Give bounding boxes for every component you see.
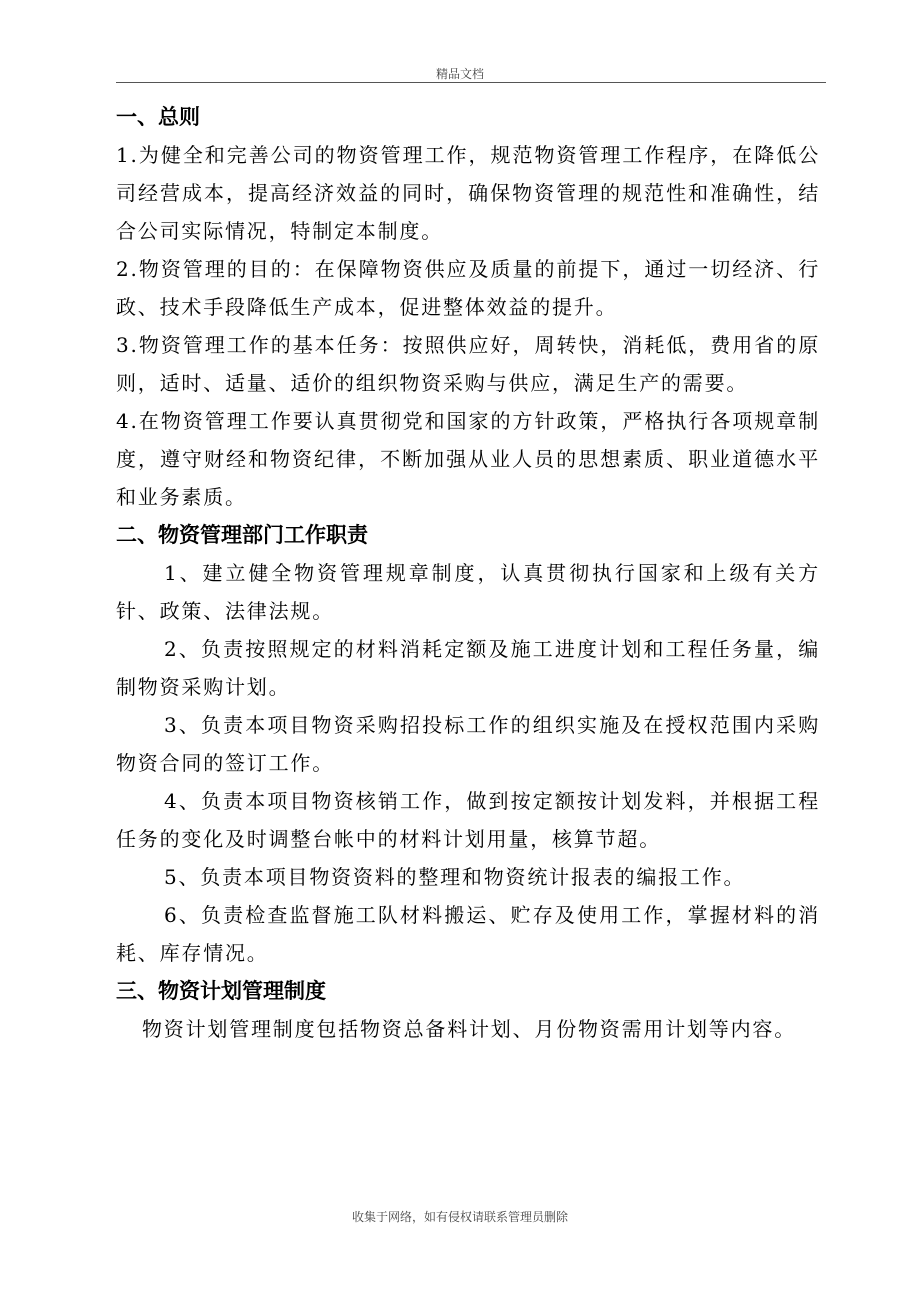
paragraph-general-3: 3.物资管理工作的基本任务：按照供应好，周转快，消耗低，费用省的原则，适时、适量、适价的组织物资采购与供应，满足生产的需要。 xyxy=(116,333,820,395)
paragraph-general-2: 2.物资管理的目的：在保障物资供应及质量的前提下，通过一切经济、行政、技术手段降低生产成本，促进整体效益的提升。 xyxy=(116,257,820,319)
header-label: 精品文档 xyxy=(435,67,484,81)
section-heading-planning: 三、物资计划管理制度 xyxy=(116,978,326,1003)
paragraph-duty-6: 6、负责检查监督施工队材料搬运、贮存及使用工作，掌握材料的消耗、库存情况。 xyxy=(116,903,820,965)
paragraph-duty-5: 5、负责本项目物资资料的整理和物资统计报表的编报工作。 xyxy=(164,865,746,889)
paragraph-duty-2: 2、负责按照规定的材料消耗定额及施工进度计划和工程任务量，编制物资采购计划。 xyxy=(116,637,820,699)
paragraph-general-4: 4.在物资管理工作要认真贯彻党和国家的方针政策，严格执行各项规章制度，遵守财经和物资纪律，不断加强从业人员的思想素质、职业道德水平和业务素质。 xyxy=(116,409,820,509)
paragraph-general-1: 1.为健全和完善公司的物资管理工作，规范物资管理工作程序，在降低公司经营成本，提高经济效益的同时，确保物资管理的规范性和准确性，结合公司实际情况，特制定本制度。 xyxy=(116,143,820,243)
paragraph-duty-3: 3、负责本项目物资采购招投标工作的组织实施及在授权范围内采购物资合同的签订工作。 xyxy=(116,713,820,775)
footer-label: 收集于网络，如有侵权请联系管理员删除 xyxy=(351,1210,568,1224)
document-body xyxy=(116,98,820,1048)
header-divider xyxy=(116,82,826,83)
paragraph-duty-1: 1、建立健全物资管理规章制度，认真贯彻执行国家和上级有关方针、政策、法律法规。 xyxy=(116,561,820,623)
paragraph-planning-1: 物资计划管理制度包括物资总备料计划、月份物资需用计划等内容。 xyxy=(142,1017,796,1041)
paragraph-duty-4: 4、负责本项目物资核销工作，做到按定额按计划发料，并根据工程任务的变化及时调整台帐中的材料计划用量，核算节超。 xyxy=(116,789,820,851)
section-heading-duties: 二、物资管理部门工作职责 xyxy=(116,522,368,547)
section-heading-general: 一、总则 xyxy=(116,104,200,129)
